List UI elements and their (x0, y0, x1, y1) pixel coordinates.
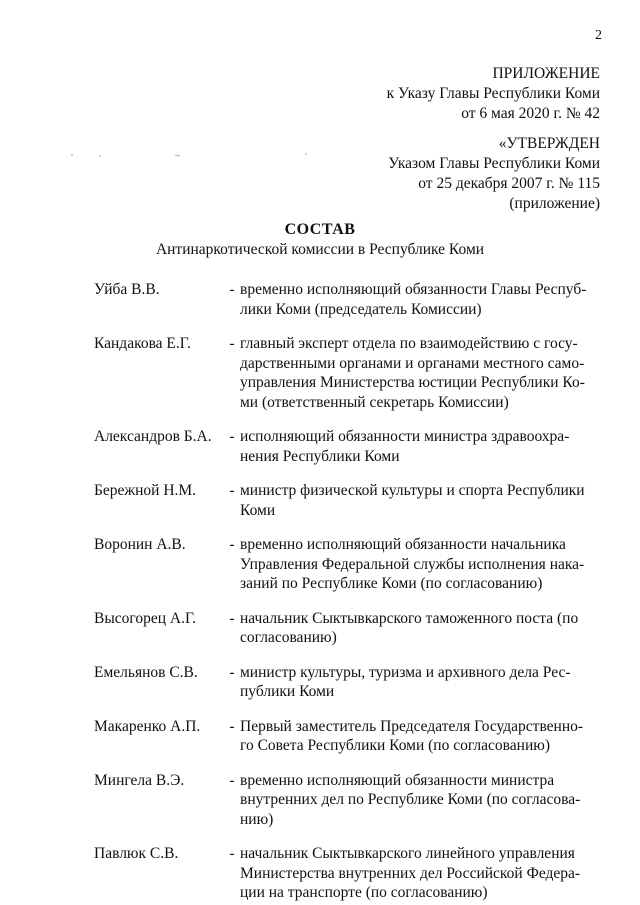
member-dash: - (229, 335, 235, 352)
member-position (240, 609, 588, 648)
position-line: Первый заместитель Председателя Государственно- (240, 717, 584, 735)
member-name: Макаренко А.П. (94, 717, 201, 735)
position-line: временно исполняющий обязанности министра (240, 771, 555, 789)
member-name: Александров Б.А. (94, 428, 212, 445)
member-row (94, 844, 594, 903)
approved-date: от 25 декабря 2007 г. № 115 (418, 175, 600, 192)
position-line: заний по Республике Коми (по согласованию) (240, 575, 543, 592)
position-line: Коми (240, 501, 276, 519)
member-row (94, 427, 594, 466)
position-line: нию) (240, 810, 274, 828)
members-list (94, 280, 594, 903)
member-dash: - (229, 536, 235, 553)
appendix-title: ПРИЛОЖЕНИЕ (492, 65, 600, 82)
position-line: министр физической культуры и спорта Республики (240, 482, 585, 499)
member-dash: - (229, 717, 235, 735)
position-line: начальник Сыктывкарского таможенного поста (по (240, 609, 579, 627)
member-name: Бережной Н.М. (94, 482, 197, 499)
member-name: Мингела В.Э. (94, 771, 185, 789)
member-name: Павлюк С.В. (94, 845, 179, 862)
position-line: министр культуры, туризма и архивного дела Рес- (240, 663, 571, 681)
position-line: временно исполняющий обязанности начальника (240, 536, 566, 553)
member-row (94, 609, 594, 648)
position-line: согласованию) (240, 629, 337, 646)
position-line: главный эксперт отдела по взаимодействию с госу- (240, 335, 578, 352)
position-line: управления Министерства юстиции Республики Ко- (240, 374, 585, 391)
member-row (94, 334, 594, 412)
member-dash: - (229, 663, 235, 681)
member-name: Уйба В.В. (94, 281, 160, 298)
member-row (94, 663, 594, 702)
member-dash: - (229, 281, 235, 298)
member-dash: - (229, 428, 235, 445)
position-line: ми (ответственный секретарь Комиссии) (240, 393, 509, 411)
position-line: го Совета Республики Коми (по согласованию) (240, 737, 550, 754)
member-dash: - (229, 771, 235, 789)
member-dash: - (229, 482, 235, 499)
page-number: 2 (595, 28, 602, 43)
scan-artifacts (70, 150, 330, 160)
member-row (94, 481, 594, 520)
member-row (94, 280, 594, 319)
position-line: исполняющий обязанности министра здравоохра- (240, 428, 570, 445)
position-line: лики Коми (председатель Комиссии) (240, 300, 482, 318)
member-position (240, 844, 588, 903)
member-position (240, 280, 588, 319)
position-line: дарственными органами и органами местного само- (240, 354, 585, 372)
document-subtitle: Антинаркотической комиссии в Республике Коми (155, 241, 485, 258)
position-line: временно исполняющий обязанности Главы Респуб- (240, 281, 587, 298)
position-line: публики Коми (240, 683, 335, 700)
member-position (240, 535, 588, 594)
approved-title: «УТВЕРЖДЕН (498, 135, 600, 152)
position-line: Управления Федеральной службы исполнения нака- (240, 555, 585, 573)
appendix-header (387, 64, 600, 124)
member-dash: - (229, 845, 235, 862)
member-position (240, 334, 588, 412)
approved-decree: Указом Главы Республики Коми (388, 155, 600, 172)
member-position (240, 717, 588, 756)
member-name: Высогорец А.Г. (94, 609, 197, 627)
member-dash: - (229, 609, 235, 627)
appendix-decree: к Указу Главы Республики Коми (386, 85, 600, 102)
member-row (94, 535, 594, 594)
position-line: ции на транспорте (по согласованию) (240, 884, 488, 901)
member-position (240, 771, 588, 830)
member-position (240, 663, 588, 702)
position-line: внутренних дел по Республике Коми (по согласова- (240, 791, 581, 808)
position-line: начальник Сыктывкарского линейного управления (240, 845, 575, 862)
member-name: Воронин А.В. (94, 536, 186, 553)
member-name: Емельянов С.В. (94, 663, 198, 681)
member-row (94, 717, 594, 756)
approved-header (388, 134, 600, 214)
position-line: Министерства внутренних дел Российской Федера- (240, 864, 581, 882)
member-position (240, 481, 588, 520)
approved-note: (приложение) (509, 195, 600, 212)
member-position (240, 427, 588, 466)
position-line: нения Республики Коми (240, 447, 400, 465)
appendix-date: от 6 мая 2020 г. № 42 (461, 105, 600, 122)
document-title: СОСТАВ (284, 221, 356, 238)
member-row (94, 771, 594, 830)
member-name: Кандакова Е.Г. (94, 335, 191, 352)
